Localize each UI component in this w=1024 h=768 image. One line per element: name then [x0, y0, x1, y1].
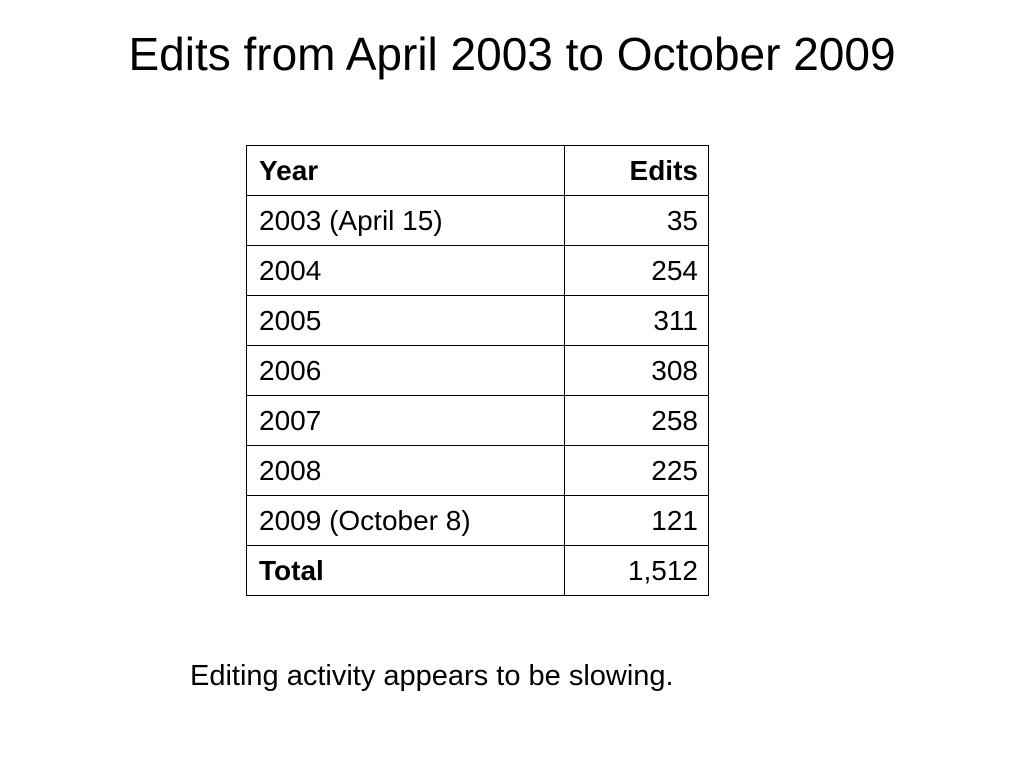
header-edits: Edits — [565, 146, 709, 196]
year-cell: 2004 — [247, 246, 565, 296]
header-year: Year — [247, 146, 565, 196]
edits-table — [246, 145, 709, 596]
slide-title: Edits from April 2003 to October 2009 — [128, 28, 896, 80]
table-header-row — [247, 146, 709, 196]
edits-cell: 258 — [565, 396, 709, 446]
table-row — [247, 496, 709, 546]
table-row — [247, 296, 709, 346]
year-cell: 2003 (April 15) — [247, 196, 565, 246]
table-row — [247, 396, 709, 446]
year-cell: 2006 — [247, 346, 565, 396]
edits-cell: 121 — [565, 496, 709, 546]
table-total-row — [247, 546, 709, 596]
total-edits: 1,512 — [565, 546, 709, 596]
year-cell: 2005 — [247, 296, 565, 346]
table-row — [247, 196, 709, 246]
table-row — [247, 346, 709, 396]
year-cell: 2009 (October 8) — [247, 496, 565, 546]
year-cell: 2008 — [247, 446, 565, 496]
total-label: Total — [247, 546, 565, 596]
edits-cell: 311 — [565, 296, 709, 346]
table-row — [247, 246, 709, 296]
edits-cell: 308 — [565, 346, 709, 396]
year-cell: 2007 — [247, 396, 565, 446]
slide-caption: Editing activity appears to be slowing. — [190, 660, 674, 692]
edits-cell: 254 — [565, 246, 709, 296]
edits-cell: 225 — [565, 446, 709, 496]
edits-cell: 35 — [565, 196, 709, 246]
table-row — [247, 446, 709, 496]
